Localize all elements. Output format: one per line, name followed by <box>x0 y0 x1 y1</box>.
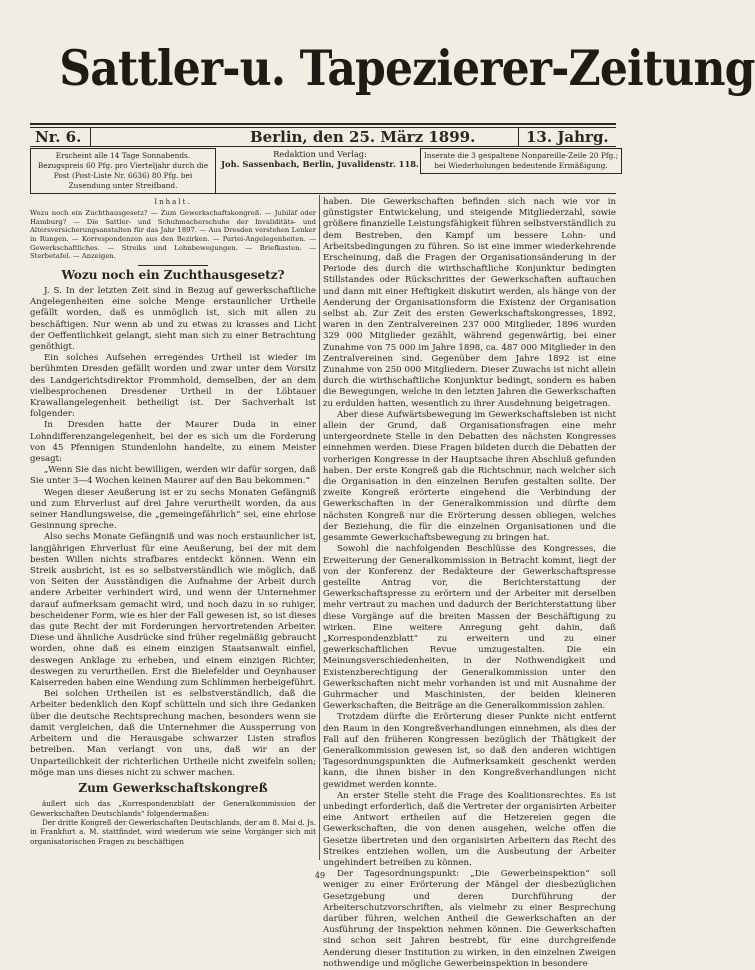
issue-number: Nr. 6. <box>35 128 82 146</box>
right-column <box>323 197 616 970</box>
editorial-heading: Redaktion und Verlag: <box>273 149 367 159</box>
issue-year: 13. Jahrg. <box>526 128 609 146</box>
article-paragraph: Wegen dieser Aeußerung ist er zu sechs Monaten Gefängniß und zum Ehrverlust auf drei Jahre verurtheilt worden, da aus seiner Handlungsweise, die „gemeingefährlich“ sei, eine ehrlose Gesinnung spreche. <box>30 487 316 532</box>
article-quote: „Wenn Sie das nicht bewilligen, werden wir dafür sorgen, daß Sie unter 3—4 Wochen keinen Maurer auf den Bau bekommen.“ <box>30 465 316 487</box>
article-paragraph: äußert sich das „Korrespondenzblatt der Generalkommission der Gewerkschaften Deutschlands“ folgendermaßen: <box>30 799 316 818</box>
article-heading: Zum Gewerkschaftskongreß <box>78 780 268 795</box>
article-paragraph: Trotzdem dürfte die Erörterung dieser Punkte nicht entfernt den Raum in den Kongreßverhandlungen einnehmen, als dies der Fall auf den früheren Kongressen bezüglich der Thätigkeit der Generalkommission gewesen ist, so daß den anderen wichtigen Tagesordnungspunkten die Aufmerksamkeit geschenkt werden kann, die ihnen bisher in den Kongreßverhandlungen nicht gewidmet werden konnte. <box>323 712 616 790</box>
article-paragraph: J. S. In der letzten Zeit sind in Bezug auf gewerkschaftliche Angelegenheiten eine solche Menge erstaunlicher Urtheile gefällt worden, daß es unmöglich ist, sich mit allen zu beschäftigen. Nur wenn ab und zu etwas zu krasses and Licht der Oeffentlichkeit gelangt, sieht man sich zu einer Betrachtung genöthigt. <box>30 285 316 352</box>
article-paragraph: Der dritte Kongreß der Gewerkschaften Deutschlands, der am 8. Mai d. Js. in Frankfurt a. M. stattfindet, wird wiederum wie seine Vorgänger sich mit organisatorischen Fragen zu beschäftigen <box>30 817 316 846</box>
masthead-title: Sattler-u. Tapezierer-Zeitung <box>59 39 755 97</box>
advertising-info: Inserate die 3 gespaltene Nonpareille-Zeile 20 Pfg.; bei Wiederholungen bedeutende Ermäßigung. <box>420 148 622 174</box>
article-paragraph: Aber diese Aufwärtsbewegung im Gewerkschaftsleben ist nicht allein der Grund, daß Organisationsfragen eine mehr untergeordnete Stelle in den Debatten des nächsten Kongresses einnehmen werden. Diese Fragen bildeten durch die Debatten der vorherigen Kongresse in der Hauptsache ihren Abschluß gefunden haben. Der erste Kongreß gab die Richtschnur, nach welcher sich die Organisation in den einzelnen Berufen gestalten sollte. Der zweite Kongreß erörterte eingehend die Verbindung der Gewerkschaften in der Generalkommission und dürfte dem nächsten Kongreß nur die Erörterung dessen obliegen, welches der Beziehung, die für die einzelnen Organisationen und die gesammte Gewerkschaftsbewegung zu bringen hat. <box>323 409 616 544</box>
divider <box>30 193 616 194</box>
divider <box>138 265 208 266</box>
editorial-info <box>215 149 425 169</box>
subscription-info: Erscheint alle 14 Tage Sonnabends. Bezugspreis 60 Pfg. pro Vierteljahr durch die Post (Post-Liste Nr. 6636) 80 Pfg. bei Zusendung unter Streifband. <box>30 148 216 194</box>
contents-text: Wozu noch ein Zuchthausgesetz? — Zum Gewerkschaftskongreß. — Jubiläf oder Hamburg? — Die Sattler- und Schuhmacherschuhe der Invaliditäts- und Altersversicherungsanstalten für das Jahr 1897. — Aus Dresden verstehen Lenker in Rungen. — Korrespondenzen aus den Bezirken. — Partei-Angelegenheiten. — Gewerkschaftliches. — Streiks und Lohnbewegungen. — Briefkasten. — Sterbetafel. — Anzeigen. <box>30 209 316 261</box>
page-number: 49 <box>314 871 326 880</box>
divider <box>30 123 616 125</box>
contents-title: Inhalt. <box>154 198 192 206</box>
left-column <box>30 197 316 846</box>
article-paragraph: haben. Die Gewerkschaften befinden sich nach wie vor in günstigster Entwickelung, und steigende Mitgliederzahl, sowie größere finanzielle Leistungsfähigkeit führen selbstverständlich zu dem Bestreben, den Kampf um bessere Lohn- und Arbeitsbedingungen zu führen. So ist eine immer wiederkehrende Erscheinung, daß die Fragen der Organisationsänderung in der Periode des durch die wirthschaftliche Konjunktur bedingten Stillstandes oder Rückschrittes der Gewerkschaften auftauchen und dann mit einer Heftigkeit diskutirt werden, als hänge von der Aenderung der Organisationsform die Existenz der Organisation selbst ab. Zur Zeit des ersten Gewerkschaftskongresses, 1892, waren in den Zentralvereinen 237 000 Mitglieder, 1896 wurden 329 000 Mitglieder gezählt, während gegenwärtig, bei einer Zunahme von 75 000 im Jahre 1898, ca. 487 000 Mitglieder in den Zentralvereinen sind. Gegenüber dem Jahre 1892 ist eine Zunahme von 250 000 Mitgliedern. Dieser Zuwachs ist nicht allein durch die wirthschaftliche Konjunktur bedingt, sondern es haben die Bewegungen, welche in den letzten Jahren die Gewerkschaften zu erdulden hatten, wesentlich zu ihrer Ausdehnung beigetragen. <box>323 197 616 409</box>
article-paragraph: An erster Stelle steht die Frage des Koalitionsrechtes. Es ist unbedingt erforderlich, daß die Vertreter der organisirten Arbeiter eine Antwort ertheilen auf die Hetzereien gegen die Gewerkschaften, die von denen ausgehen, welche offen die Gesetze übertreten und den organisirten Arbeitern das Recht des Streikes entziehen wollen, um die Ausbeutung der Arbeiter ungehindert betreiben zu können. <box>323 790 616 868</box>
column-divider <box>319 195 320 860</box>
article-paragraph: Ein solches Aufsehen erregendes Urtheil ist wieder im berühmten Dresden gefällt worden und zwar unter dem Vorsitz des Landgerichtsdirektor Frommhold, demselben, der an dem vielbesprochenen Dresdener Urtheil in der Löbtauer Krawallangelegenheit betheiligt ist. Der Sachverhalt ist folgender: <box>30 353 316 420</box>
article-paragraph: Bei solchen Urtheilen ist es selbstverständlich, daß die Arbeiter bedenklich den Kopf schütteln und sich ihre Gedanken über die deutsche Rechtsprechung machen, besonders wenn sie damit vergleichen, daß die Unternehmer die Aussperrung von Arbeitern und die Herausgabe schwarzer Listen straflos betreiben. Man verlangt von uns, daß wir an der Unparteilichkeit der richterlichen Urtheile nicht zweifeln sollen; möge man uns dieses nicht zu schwer machen. <box>30 689 316 778</box>
article-paragraph: In Dresden hatte der Maurer Duda in einer Lohndifferenzangelegenheit, bei der es sich um die Forderung von 45 Pfennigen Stundenlohn handelte, zu einem Meister gesagt: <box>30 420 316 465</box>
article-paragraph: Sowohl die nachfolgenden Beschlüsse des Kongresses, die Erweiterung der Generalkommission in Betracht kommt, liegt der von der Konferenz der Redakteure der Gewerkschaftspresse gestellte Antrag vor, die Berichterstattung der Gewerkschaftspresse zu erörtern und der Arbeiter mit derselben mehr vertraut zu machen und dadurch der Berichterstattung über diese Vorgänge auf die breiten Massen der Beschäftigung zu wirken. Eine weitere Anregung geht dahin, daß „Korrespondenzblatt“ zu erweitern und zu einer gewerkschaftlichen Revue umzugestalten. Die ein Meinungsverschiedenheiten, in der Nothwendigkeit und Existenzberechtigung der Generalkommission unter den Gewerkschaften nicht mehr vorhanden ist und mit Ausnahme der Guhrmacher und Maschinisten, der beiden kleineren Gewerkschaften, die Beiträge an die Generalkommission zahlen. <box>323 544 616 712</box>
editorial-address: Joh. Sassenbach, Berlin, Juvalidenstr. 118. <box>221 159 419 169</box>
divider <box>30 146 616 147</box>
article-heading: Wozu noch ein Zuchthausgesetz? <box>61 267 285 282</box>
issue-date: Berlin, den 25. März 1899. <box>250 128 476 146</box>
article-paragraph: Der Tagesordnungspunkt: „Die Gewerbeinspektion“ soll weniger zu einer Erörterung der Mängel der diesbezüglichen Gesetzgebung und deren Durchführung der Arbeiterschutzvorschriften, als vielmehr zu einer Besprechung darüber führen, welchen Antheil die Gewerkschaften an der Ausführung der Inspektion nehmen können. Die Gewerkschaften sind schon seit Jahren bestrebt, für eine durchgreifende Aenderung dieser Institution zu wirken, in den einzelnen Zweigen nothwendige und mögliche Gewerbeinspektion in besondere <box>323 869 616 969</box>
article-paragraph: Also sechs Monate Gefängniß und was noch erstaunlicher ist, langjährigen Ehrverlust für eine Aeußerung, bei der mit dem besten Willen nichts strafbares entdeckt können. Wenn ein Streik ausbricht, ist es so selbstverständlich wie möglich, daß von Seiten der Ausständigen die Aufnahme der Arbeit durch andere Arbeiter verhindert wird, und wenn der Unternehmer darauf aufmerksam gemacht wird, und noch dazu in so ruhiger, bescheidener Form, wie es hier der Fall gewesen ist, so ist dieses das gute Recht der mit Forderungen hervortretenden Arbeiter. Diese und ähnliche Ausdrücke sind früher regelmäßig gebraucht worden, ohne daß es einem einzigen Staatsanwalt einfiel, deswegen Anklage zu erheben, und einem einzigen Richter, deswegen zu verurtheilen. Erst die Bielefelder und Oeynhauser Kaiserreden haben eine Wendung zum Schlimmen herbeigeführt. <box>30 532 316 689</box>
